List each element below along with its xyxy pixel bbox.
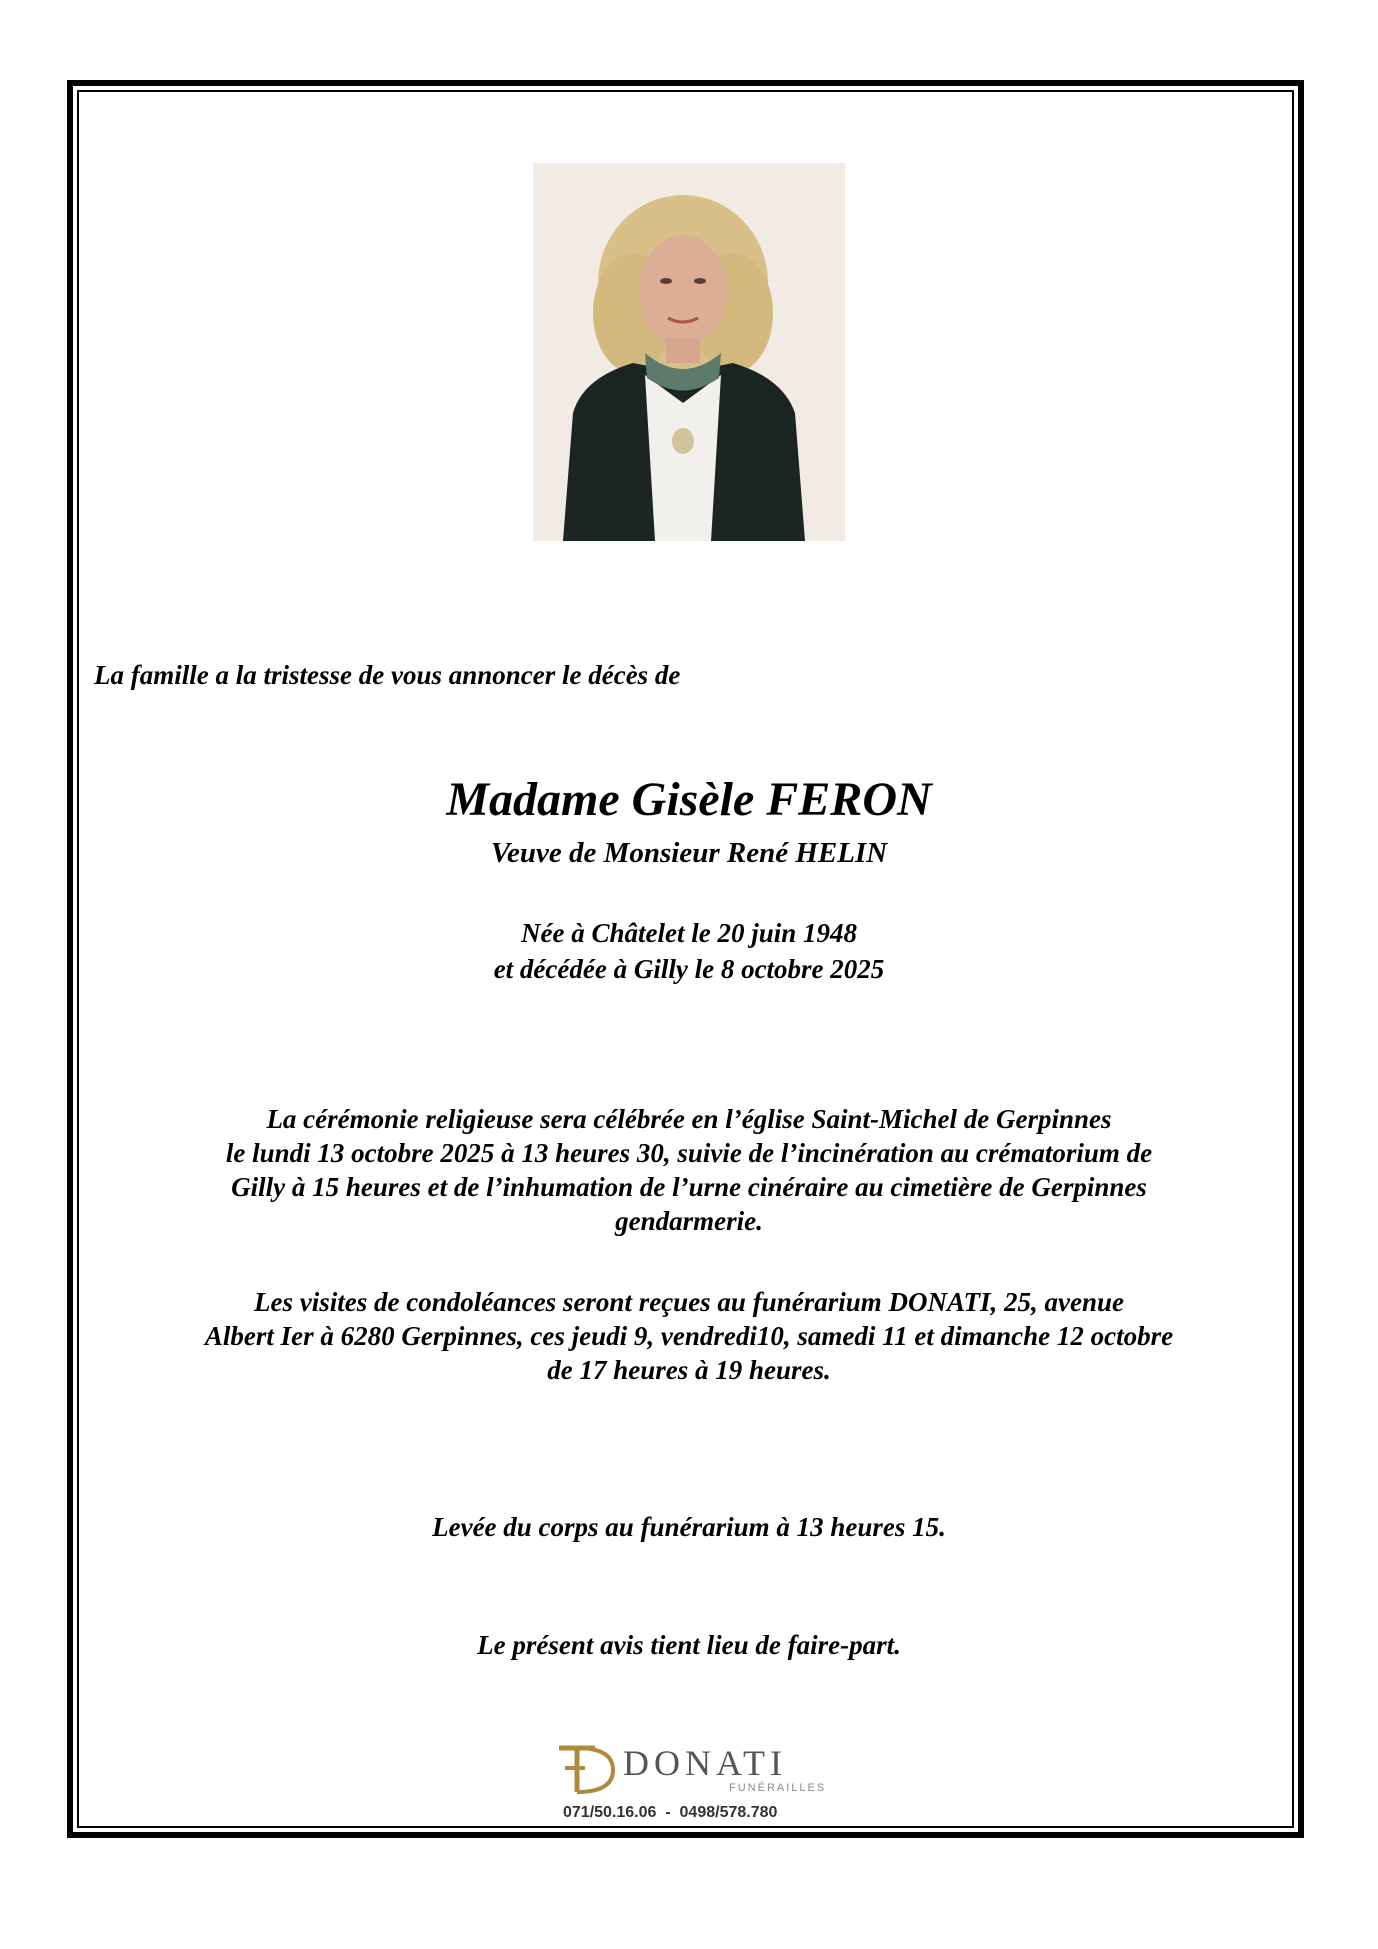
birth-line: Née à Châtelet le 20 juin 1948	[521, 918, 857, 948]
donati-logo	[555, 1740, 825, 1830]
death-line: et décédée à Gilly le 8 octobre 2025	[493, 954, 885, 984]
ceremony-paragraph	[80, 1102, 1298, 1238]
logo-brand-name: DONATI	[623, 1743, 787, 1783]
ceremony-line: le lundi 13 octobre 2025 à 13 heures 30, suivie de l’incinération au crématorium de	[225, 1138, 1153, 1168]
visits-line: de 17 heures à 19 heures.	[547, 1355, 831, 1385]
portrait-photo	[533, 163, 845, 541]
visits-paragraph	[80, 1285, 1298, 1387]
visits-line: Les visites de condoléances seront reçues au funérarium DONATI, 25, avenue	[254, 1287, 1124, 1317]
logo-subtitle: FUNÉRAILLES	[729, 1782, 827, 1794]
visits-line: Albert Ier à 6280 Gerpinnes, ces jeudi 9, vendredi10, samedi 11 et dimanche 12 octobre	[204, 1321, 1174, 1351]
deceased-name: Madame Gisèle FERON	[446, 773, 932, 826]
ceremony-line: Gilly à 15 heures et de l’inhumation de l’urne cinéraire au cimetière de Gerpinnes	[231, 1172, 1147, 1202]
logo-phone-numbers: 071/50.16.06 - 0498/578.780	[563, 1804, 778, 1821]
ceremony-line: La cérémonie religieuse sera célébrée en l’église Saint-Michel de Gerpinnes	[266, 1104, 1112, 1134]
closing-line: Le présent avis tient lieu de faire-part.	[477, 1630, 901, 1660]
ceremony-line: gendarmerie.	[615, 1206, 763, 1236]
dates-block	[80, 915, 1298, 987]
widow-line: Veuve de Monsieur René HELIN	[490, 837, 888, 869]
levee-line: Levée du corps au funérarium à 13 heures 15.	[432, 1512, 946, 1542]
donati-monogram-logo-icon	[555, 1740, 617, 1800]
intro-line: La famille a la tristesse de vous annoncer le décès de	[94, 660, 681, 690]
